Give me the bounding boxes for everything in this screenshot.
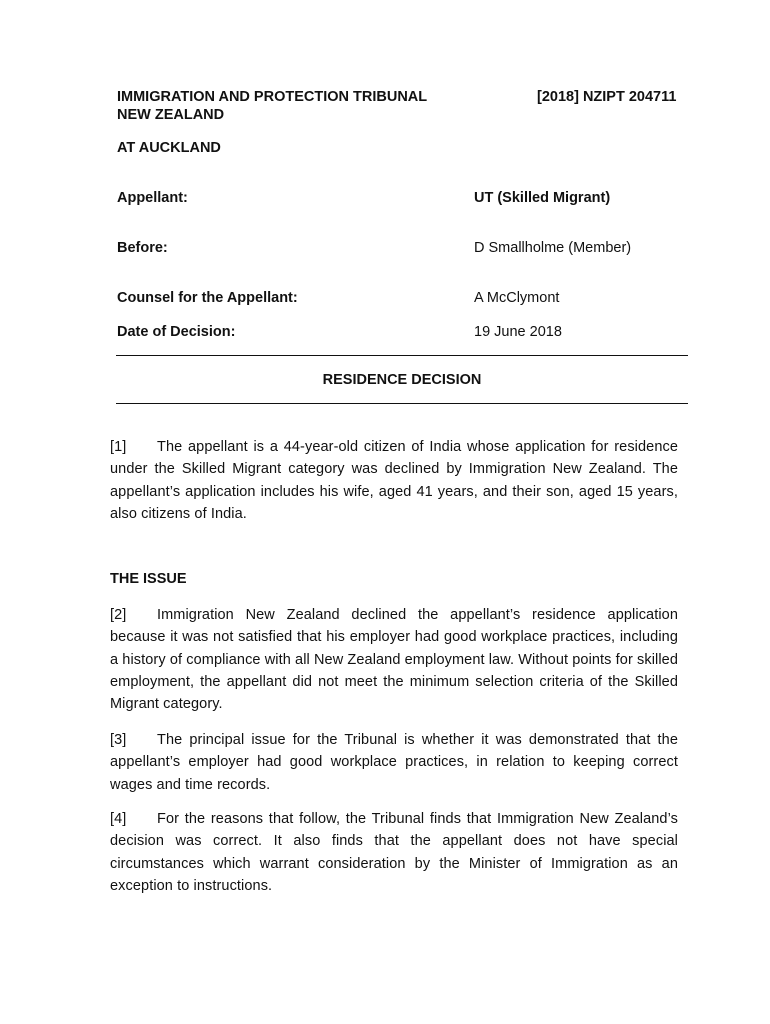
paragraph-text: The principal issue for the Tribunal is whether it was demonstrated that the appellant’s employer had good workplace practices, in relation to keeping correct wages and time records. [110, 732, 678, 793]
section-heading-the-issue: THE ISSUE [110, 571, 187, 587]
counsel-label: Counsel for the Appellant: [117, 290, 298, 306]
decision-date-value: 19 June 2018 [474, 324, 562, 340]
paragraph-1 [110, 436, 678, 525]
paragraph-number: [4] [110, 811, 127, 827]
hearing-location: AT AUCKLAND [117, 140, 221, 156]
decision-date-label: Date of Decision: [117, 324, 236, 340]
case-citation: [2018] NZIPT 204711 [537, 89, 677, 105]
appellant-label: Appellant: [117, 190, 188, 206]
counsel-value: A McClymont [474, 290, 560, 306]
paragraph-text: For the reasons that follow, the Tribunal finds that Immigration New Zealand’s decision was correct. It also finds that the appellant does not have special circumstances which warrant consideration by the Minister of Immigration as an exception to instructions. [110, 811, 678, 894]
paragraph-number: [3] [110, 732, 127, 748]
tribunal-name [117, 88, 477, 124]
paragraph-number: [2] [110, 607, 127, 623]
before-value: D Smallholme (Member) [474, 240, 632, 256]
before-label: Before: [117, 240, 168, 256]
decision-title: RESIDENCE DECISION [322, 372, 482, 388]
divider-top [116, 355, 688, 356]
tribunal-name-line2: NEW ZEALAND [117, 107, 225, 123]
paragraph-2 [110, 604, 678, 715]
paragraph-text: The appellant is a 44-year-old citizen of India whose application for residence under the Skilled Migrant category was declined by Immigration New Zealand. The appellant’s application includes his wife, aged 41 years, and their son, aged 15 years, also citizens of India. [110, 439, 678, 522]
tribunal-name-line1: IMMIGRATION AND PROTECTION TRIBUNAL [117, 89, 428, 105]
paragraph-4 [110, 808, 678, 897]
paragraph-3 [110, 729, 678, 796]
divider-bottom [116, 403, 688, 404]
paragraph-number: [1] [110, 439, 127, 455]
appellant-value: UT (Skilled Migrant) [474, 190, 611, 206]
paragraph-text: Immigration New Zealand declined the appellant’s residence application because it was not satisfied that his employer had good workplace practices, including a history of compliance with all New Zealand employment law. Without points for skilled employment, the appellant did not meet the minimum selection criteria of the Skilled Migrant category. [110, 607, 679, 713]
